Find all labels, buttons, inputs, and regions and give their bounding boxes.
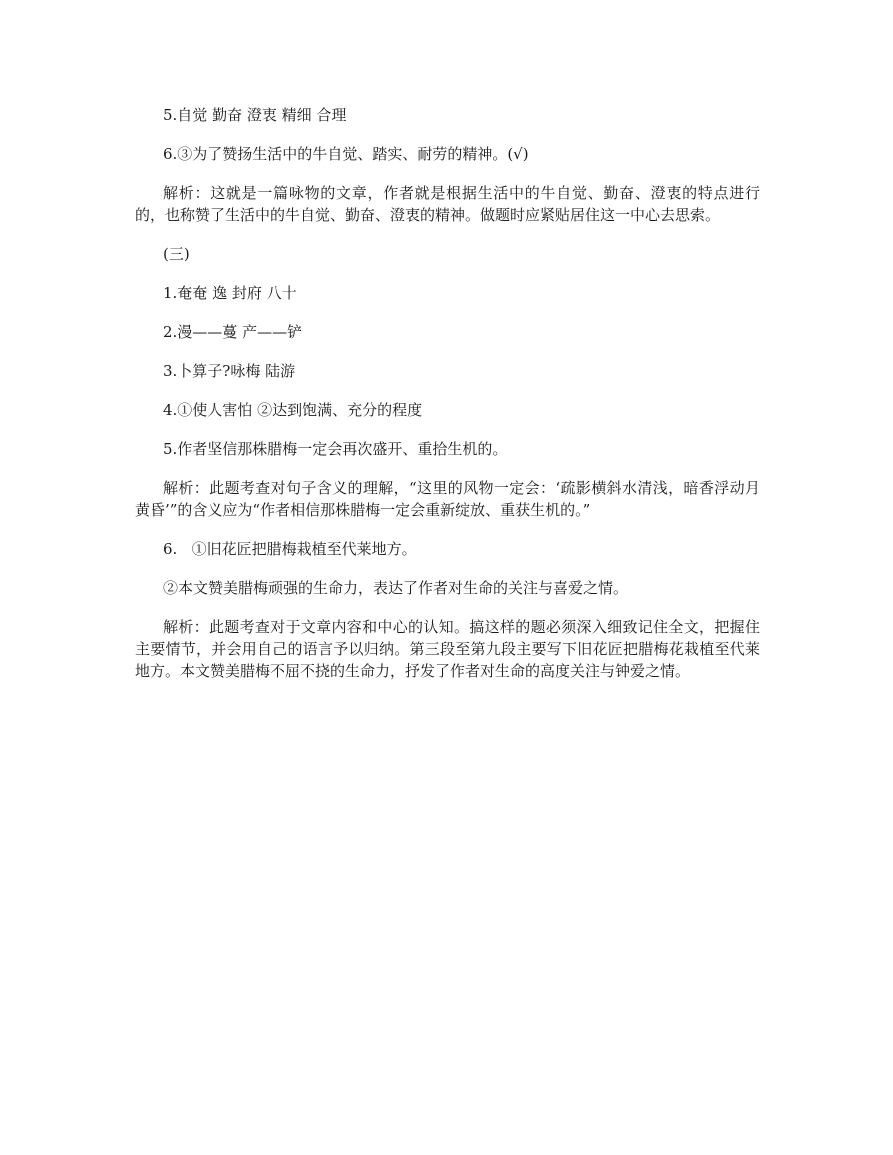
answer-5-line: 5.作者坚信那株腊梅一定会再次盛开、重拾生机的。	[163, 440, 508, 458]
answer-3-line: 3.卜算子?咏梅 陆游	[163, 362, 296, 380]
analysis-paragraph: 解析：此题考查对句子含义的理解，“这里的风物一定会：‘疏影横斜水清浅，暗香浮动月黄昏’”的含义应为“作者相信那株腊梅一定会重新绽放、重获生机的。”	[135, 479, 760, 519]
document-body	[135, 104, 760, 699]
answer-6-line: 6.③为了赞扬生活中的牛自觉、踏实、耐劳的精神。(√)	[163, 145, 529, 163]
analysis-paragraph: 解析：此题考查对于文章内容和中心的认知。搞这样的题必须深入细致记住全文，把握住主要情节，并会用自己的语言予以归纳。第三段至第九段主要写下旧花匠把腊梅花栽植至代莱地方。本文赞美腊梅不屈不挠的生命力，抒发了作者对生命的高度关注与钟爱之情。	[135, 618, 760, 680]
answer-4-line: 4.①使人害怕 ②达到饱满、充分的程度	[163, 401, 423, 419]
answer-2-line: 2.漫——蔓 产——铲	[163, 323, 303, 341]
answer-5-line: 5.自觉 勤奋 澄衷 精细 合理	[163, 106, 347, 124]
analysis-paragraph: 解析：这就是一篇咏物的文章，作者就是根据生活中的牛自觉、勤奋、澄衷的特点进行的，也称赞了生活中的牛自觉、勤奋、澄衷的精神。做题时应紧贴居住这一中心去思索。	[135, 184, 760, 224]
answer-1-line: 1.奄奄 逸 封府 八十	[163, 284, 297, 302]
answer-6-part-2-line: ②本文赞美腊梅顽强的生命力，表达了作者对生命的关注与喜爱之情。	[163, 579, 629, 597]
answer-6-line: 6. ①旧花匠把腊梅栽植至代莱地方。	[163, 540, 417, 558]
section-heading: (三)	[163, 245, 190, 263]
